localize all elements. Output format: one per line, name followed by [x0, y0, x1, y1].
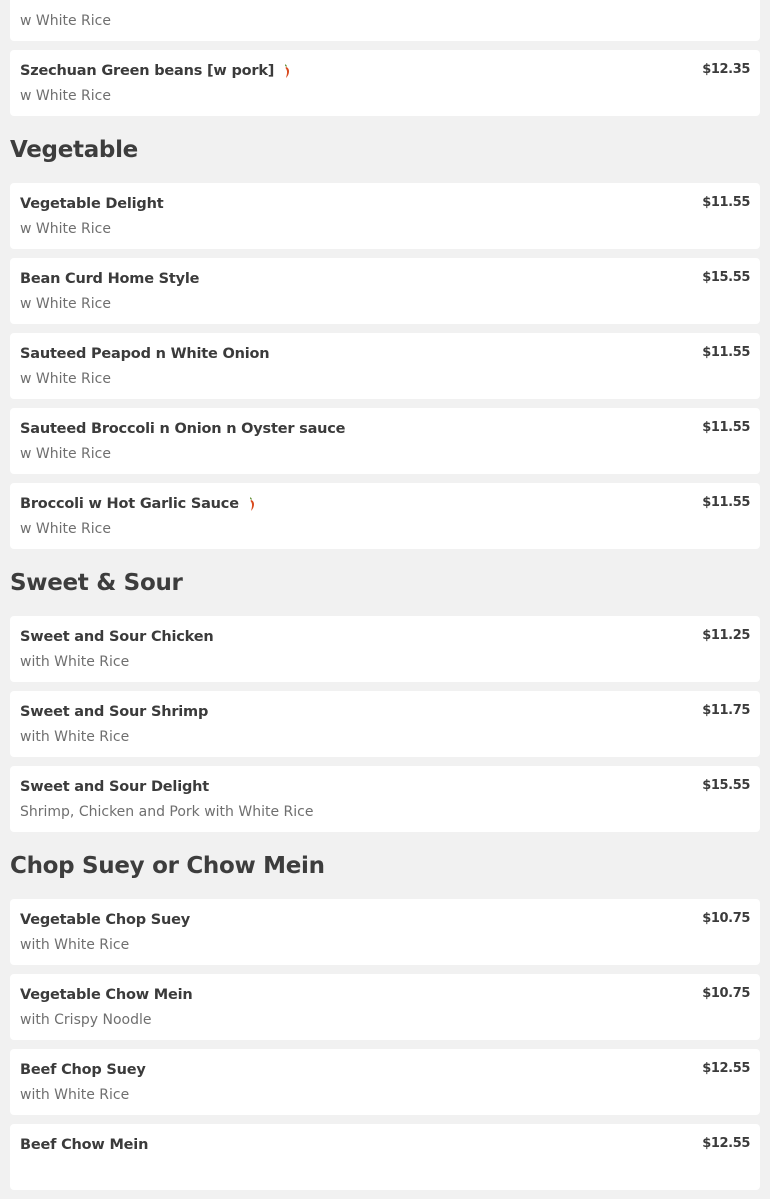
item-price: $11.55 [702, 345, 750, 360]
item-description: with White Rice [20, 729, 130, 745]
menu-section [10, 558, 760, 832]
item-description: w White Rice [20, 521, 111, 537]
item-description: w White Rice [20, 88, 111, 104]
item-description: with White Rice [20, 1087, 130, 1103]
item-name: Sauteed Broccoli n Onion n Oyster sauce [20, 421, 346, 437]
menu-section [10, 0, 760, 116]
menu-item-card[interactable] [10, 408, 760, 474]
item-name-row [20, 270, 750, 288]
item-price: $15.55 [702, 778, 750, 793]
menu-item-card[interactable] [10, 258, 760, 324]
item-price: $10.75 [702, 986, 750, 1001]
menu-item-card[interactable] [10, 1049, 760, 1115]
item-name: Sauteed Peapod n White Onion [20, 346, 270, 362]
menu-item-card[interactable] [10, 50, 760, 116]
item-price: $12.55 [702, 1136, 750, 1151]
menu-item-card[interactable] [10, 766, 760, 832]
section-title: Sweet & Sour [10, 570, 183, 596]
item-description: w White Rice [20, 371, 111, 387]
menu-item-card[interactable] [10, 0, 760, 41]
item-description: with White Rice [20, 937, 130, 953]
item-price: $11.55 [702, 495, 750, 510]
item-price: $11.55 [702, 195, 750, 210]
item-name-row [20, 195, 750, 213]
section-title: Vegetable [10, 137, 138, 163]
menu-section [10, 125, 760, 549]
item-price: $10.75 [702, 911, 750, 926]
menu-item-card[interactable] [10, 333, 760, 399]
item-description: Shrimp, Chicken and Pork with White Rice [20, 804, 314, 820]
menu-item-card[interactable] [10, 616, 760, 682]
menu-item-card[interactable] [10, 483, 760, 549]
item-name: Sweet and Sour Delight [20, 779, 209, 795]
item-name-row [20, 778, 750, 796]
item-description: w White Rice [20, 446, 111, 462]
item-price: $15.55 [702, 270, 750, 285]
item-name: Broccoli w Hot Garlic Sauce [20, 496, 239, 512]
item-name: Beef Chop Suey [20, 1062, 146, 1078]
item-name-row [20, 1061, 750, 1079]
item-name-row [20, 1136, 750, 1154]
item-name-row [20, 703, 750, 721]
item-name: Vegetable Chow Mein [20, 987, 193, 1003]
item-name-row [20, 0, 750, 5]
item-name: Vegetable Chop Suey [20, 912, 191, 928]
menu-item-card[interactable] [10, 899, 760, 965]
item-name: Sweet and Sour Shrimp [20, 704, 209, 720]
chili-pepper-icon [247, 497, 257, 512]
item-name-row [20, 420, 750, 438]
item-price: $12.55 [702, 1061, 750, 1076]
item-description: w White Rice [20, 221, 111, 237]
item-name-row [20, 911, 750, 929]
menu-item-card[interactable] [10, 691, 760, 757]
menu-item-card[interactable] [10, 1124, 760, 1190]
item-name-row [20, 62, 750, 80]
menu-item-card[interactable] [10, 974, 760, 1040]
item-price: $12.35 [702, 62, 750, 77]
item-name: Sweet and Sour Chicken [20, 629, 214, 645]
menu-section [10, 841, 760, 1190]
item-name: Vegetable Delight [20, 196, 164, 212]
item-name-row [20, 628, 750, 646]
item-description: w White Rice [20, 13, 111, 29]
item-name: Beef Chow Mein [20, 1137, 149, 1153]
item-name-row [20, 495, 750, 513]
menu-item-card[interactable] [10, 183, 760, 249]
item-name: Bean Curd Home Style [20, 271, 200, 287]
item-price: $11.75 [702, 703, 750, 718]
item-name-row [20, 986, 750, 1004]
item-name-row [20, 345, 750, 363]
item-price: $11.25 [702, 628, 750, 643]
item-price: $11.55 [702, 420, 750, 435]
item-name: Szechuan Green beans [w pork] [20, 63, 275, 79]
item-description: with White Rice [20, 654, 130, 670]
item-description: w White Rice [20, 296, 111, 312]
item-description: with Crispy Noodle [20, 1012, 152, 1028]
chili-pepper-icon [282, 64, 292, 79]
section-title: Chop Suey or Chow Mein [10, 853, 325, 879]
